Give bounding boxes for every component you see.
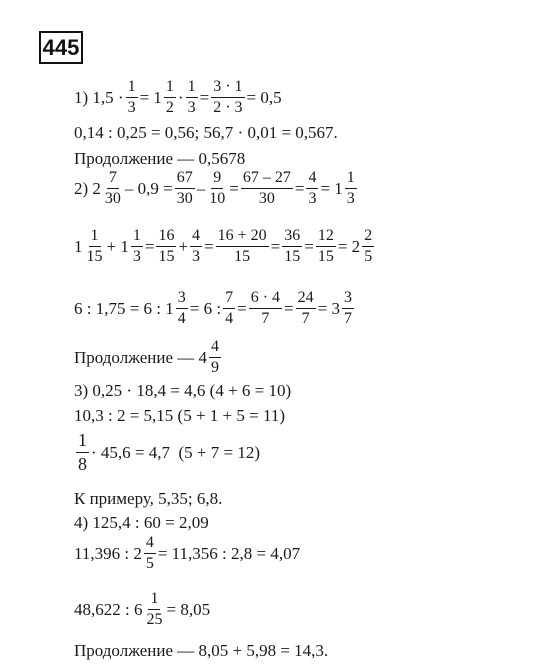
denominator: 5 [364,248,373,266]
line-7 [74,338,223,378]
denominator: 3 [308,190,317,208]
numerator: 16 + 20 [216,227,269,247]
text: 10,3 : 2 = 5,15 (5 + 1 + 5 = 11) [74,406,286,425]
text: = 2 [337,237,361,257]
denominator: 4 [177,310,186,328]
numerator: 4 [209,338,221,358]
fraction [144,590,164,630]
denominator: 30 [104,190,121,208]
numerator: 7 [107,169,119,189]
denominator: 3 [187,99,196,117]
numerator: 1 [345,169,357,189]
denominator: 5 [145,555,154,573]
fraction [306,169,318,209]
denominator: 3 [127,99,136,117]
numerator: 3 · 1 [211,78,244,98]
text: 0,14 : 0,25 = 0,56; 56,7 · 0,01 = 0,567. [74,123,338,142]
denominator: 15 [158,248,175,266]
text: = 1 [320,179,343,199]
fraction [216,227,269,267]
numerator: 36 [282,227,302,247]
fraction [345,169,357,209]
text: – 0,9 = [124,179,173,199]
line-2 [74,124,338,141]
fraction [207,169,227,209]
text: = [199,88,210,108]
denominator: 3 [192,248,201,266]
text: 1) 1,5 · [74,88,124,108]
text: 1 [74,237,83,257]
fraction [175,169,195,209]
denominator: 15 [284,248,301,266]
text: Продолжение — 4 [74,348,208,368]
denominator: 15 [234,248,251,266]
numerator: 7 [223,289,235,309]
fraction [342,289,354,329]
denominator: 3 [346,190,355,208]
text: К примеру, 5,35; 6,8. [74,489,223,508]
denominator: 15 [86,248,103,266]
numerator: 1 [131,227,143,247]
fraction [76,430,89,474]
fraction [85,227,105,267]
numerator: 67 [175,169,195,189]
line-1 [74,78,282,118]
text: – [196,179,206,199]
fraction [144,534,156,574]
denominator: 25 [146,611,163,629]
line-6 [74,289,356,329]
text: = 11,356 : 2,8 = 4,07 [157,544,301,564]
fraction [190,227,202,267]
text: = [237,299,247,319]
text: 11,396 : 2 [74,544,142,564]
fraction [209,338,221,378]
fraction [316,227,336,267]
numerator: 1 [148,590,160,610]
denominator: 30 [258,190,275,208]
denominator: 3 [132,248,141,266]
line-3 [74,150,245,167]
text: Продолжение — 0,5678 [74,149,246,168]
fraction [156,227,176,267]
denominator: 15 [317,248,334,266]
task-number-badge [39,31,83,64]
numerator: 1 [164,78,176,98]
text: Продолжение — 8,05 + 5,98 = 14,3. [74,641,329,660]
task-number: 445 [42,34,80,60]
text: = [304,237,314,257]
text: · 45,6 = 4,7 (5 + 7 = 12) [91,442,260,462]
line-12 [74,514,209,531]
text: = [204,237,214,257]
text: + [178,237,189,257]
line-10 [74,430,260,474]
fraction [131,227,143,267]
denominator: 8 [78,453,87,474]
denominator: 10 [209,190,226,208]
text: = 0,5 [246,88,282,108]
text: = [229,179,239,199]
fraction [164,78,176,118]
denominator: 7 [343,310,352,328]
numerator: 16 [156,227,176,247]
line-5 [74,227,376,267]
denominator: 4 [225,310,234,328]
numerator: 4 [144,534,156,554]
numerator: 1 [186,78,198,98]
numerator: 4 [190,227,202,247]
denominator: 2 · 3 [213,99,243,117]
text: 3) 0,25 · 18,4 = 4,6 (4 + 6 = 10) [74,381,292,400]
denominator: 2 [165,99,174,117]
text: = [270,237,281,257]
numerator: 6 · 4 [249,289,282,309]
fraction [211,78,244,118]
denominator: 9 [211,359,220,377]
numerator: 2 [362,227,374,247]
numerator: 3 [176,289,188,309]
line-14 [74,590,210,630]
text: · [177,88,184,108]
numerator: 1 [126,78,138,98]
numerator: 3 [342,289,354,309]
text: + 1 [106,237,129,257]
text: = [144,237,155,257]
line-11 [74,490,222,507]
fraction [186,78,198,118]
denominator: 7 [261,310,270,328]
line-4 [74,169,359,209]
text: = 3 [317,299,340,319]
fraction [362,227,374,267]
text: 6 : 1,75 = 6 : 1 [74,299,174,319]
text: 4) 125,4 : 60 = 2,09 [74,513,209,532]
line-13 [74,534,300,574]
line-15 [74,642,328,659]
fraction [282,227,302,267]
fraction [249,289,282,329]
numerator: 1 [76,430,89,453]
numerator: 12 [316,227,336,247]
text: = 1 [139,88,162,108]
numerator: 24 [296,289,316,309]
fraction [223,289,235,329]
denominator: 30 [176,190,193,208]
denominator: 7 [301,310,310,328]
fraction [241,169,293,209]
line-8 [74,382,291,399]
numerator: 67 – 27 [241,169,293,189]
fraction [296,289,316,329]
line-9 [74,407,285,424]
numerator: 9 [211,169,223,189]
fraction [176,289,188,329]
text: = [284,299,294,319]
numerator: 4 [306,169,318,189]
numerator: 1 [89,227,101,247]
fraction [126,78,138,118]
text: = [294,179,305,199]
fraction [103,169,123,209]
text: = 6 : [189,299,222,319]
text: 48,622 : 6 [74,600,143,620]
text: = 8,05 [166,600,211,620]
text: 2) 2 [74,179,101,199]
